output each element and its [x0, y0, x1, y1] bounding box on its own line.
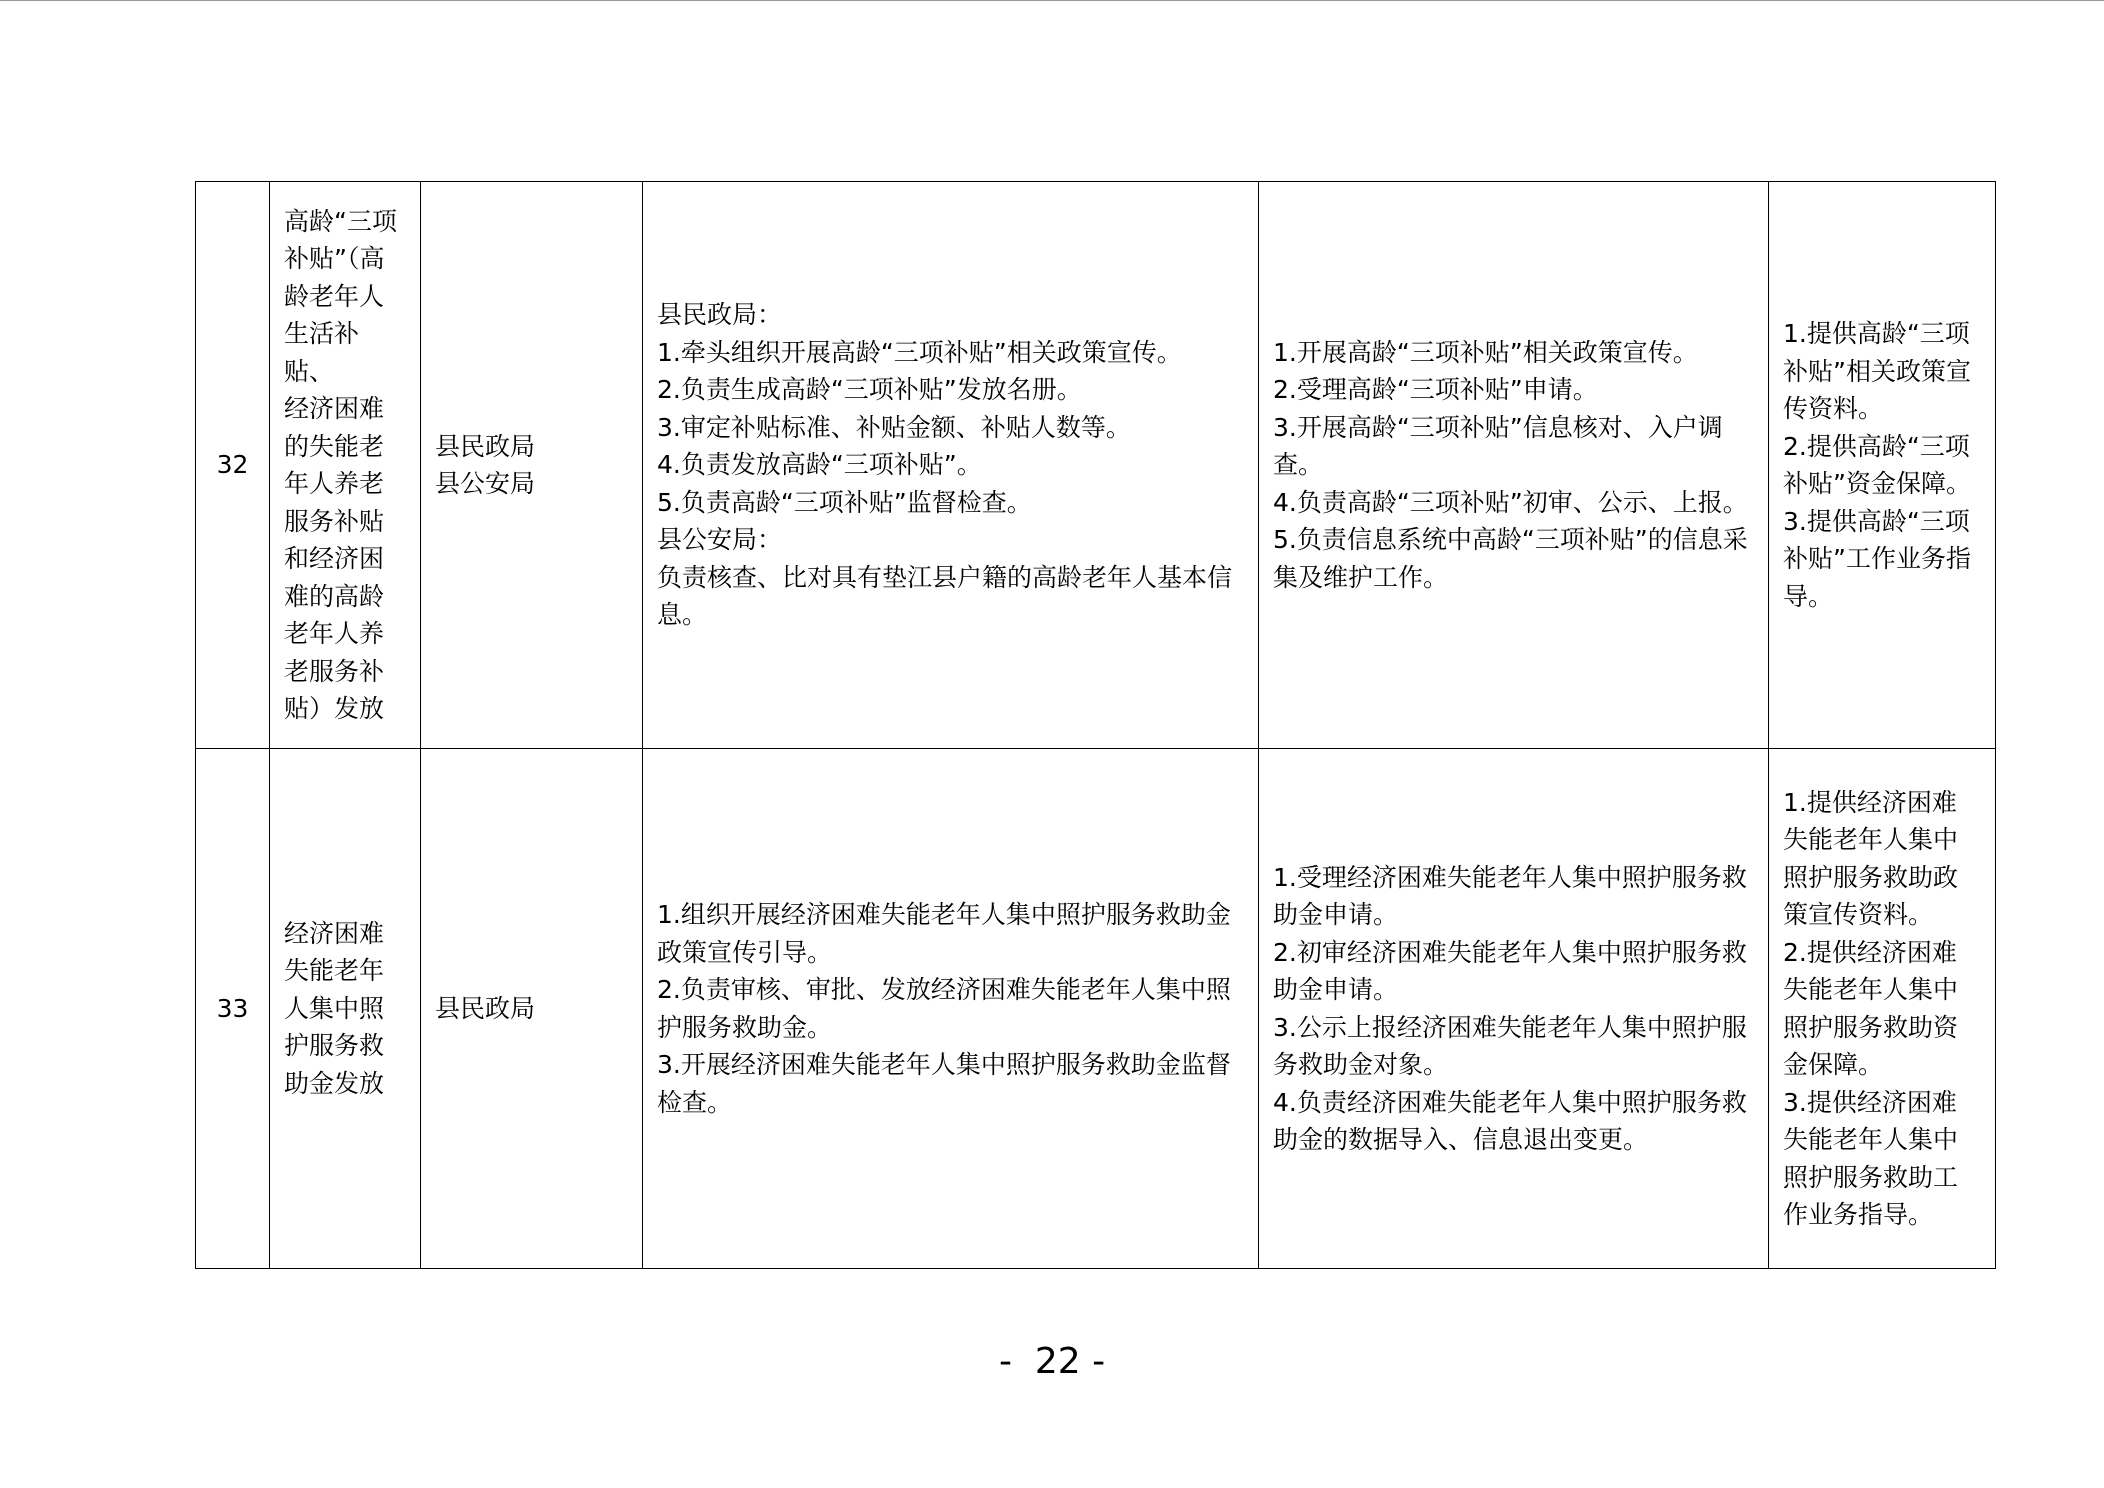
table-row — [196, 749, 1996, 1269]
responsibilities-cell: 1.组织开展经济困难失能老年人集中照护服务救助金政策宣传引导。 2.负责审核、审批、发放经济困难失能老年人集中照护服务救助金。 3.开展经济困难失能老年人集中照护服务救助金监督检查。 — [643, 749, 1259, 1269]
support-cell: 1.提供高龄“三项 补贴”相关政策宣 传资料。 2.提供高龄“三项 补贴”资金保障。 3.提供高龄“三项 补贴”工作业务指 导。 — [1769, 182, 1996, 749]
departments-cell: 县民政局 — [421, 749, 643, 1269]
responsibility-table — [195, 181, 1996, 1269]
table-row — [196, 182, 1996, 749]
item-name-cell: 高龄“三项 补贴”（高 龄老年人 生活补贴、 经济困难 的失能老 年人养老 服务补贴 和经济困 难的高龄 老年人养 老服务补 贴）发放 — [270, 182, 421, 749]
departments-cell: 县民政局 县公安局 — [421, 182, 643, 749]
town-duties-cell: 1.开展高龄“三项补贴”相关政策宣传。 2.受理高龄“三项补贴”申请。 3.开展高龄“三项补贴”信息核对、入户调查。 4.负责高龄“三项补贴”初审、公示、上报。 5.负责信息系统中高龄“三项补贴”的信息采集及维护工作。 — [1259, 182, 1769, 749]
page-number: - 22 - — [998, 1341, 1106, 1382]
town-duties-cell: 1.受理经济困难失能老年人集中照护服务救助金申请。 2.初审经济困难失能老年人集中照护服务救助金申请。 3.公示上报经济困难失能老年人集中照护服务救助金对象。 4.负责经济困难失能老年人集中照护服务救助金的数据导入、信息退出变更。 — [1259, 749, 1769, 1269]
row-number-cell: 32 — [196, 182, 270, 749]
responsibilities-cell: 县民政局： 1.牵头组织开展高龄“三项补贴”相关政策宣传。 2.负责生成高龄“三项补贴”发放名册。 3.审定补贴标准、补贴金额、补贴人数等。 4.负责发放高龄“三项补贴”。 5.负责高龄“三项补贴”监督检查。 县公安局： 负责核查、比对具有垫江县户籍的高龄老年人基本信息。 — [643, 182, 1259, 749]
row-number-cell: 33 — [196, 749, 270, 1269]
top-border-line — [0, 0, 2104, 1]
item-name-cell: 经济困难 失能老年 人集中照 护服务救 助金发放 — [270, 749, 421, 1269]
support-cell: 1.提供经济困难 失能老年人集中 照护服务救助政 策宣传资料。 2.提供经济困难 失能老年人集中 照护服务救助资 金保障。 3.提供经济困难 失能老年人集中 照护服务救助工 作业务指导。 — [1769, 749, 1996, 1269]
